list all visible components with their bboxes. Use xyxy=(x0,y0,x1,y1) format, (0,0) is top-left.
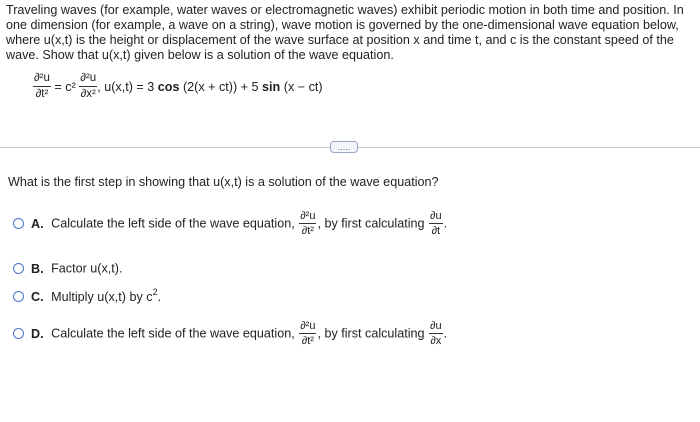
fraction-denominator: ∂t² xyxy=(301,335,314,347)
fraction-numerator: ∂²u xyxy=(300,210,316,222)
option-d[interactable] xyxy=(13,320,447,347)
question-text: What is the first step in showing that u(x,t) is a solution of the wave equation? xyxy=(8,175,439,189)
fraction-denominator: ∂x xyxy=(430,335,442,347)
expand-more-button[interactable]: ..... xyxy=(330,141,358,153)
option-text-after: . xyxy=(157,289,162,304)
option-letter: D. xyxy=(31,326,44,341)
solution-function xyxy=(104,80,322,94)
option-text: Multiply u(x,t) by c xyxy=(51,289,153,304)
rhs-numerator: ∂²u xyxy=(79,72,97,87)
option-fraction-2 xyxy=(429,210,443,237)
sin-argument: (x − ct) xyxy=(280,79,323,94)
option-a[interactable] xyxy=(13,210,447,237)
radio-icon[interactable] xyxy=(13,291,24,302)
option-fraction-1 xyxy=(299,320,316,347)
option-c[interactable] xyxy=(13,287,161,304)
fraction-numerator: ∂u xyxy=(430,320,442,332)
radio-icon[interactable] xyxy=(13,263,24,274)
lhs-numerator: ∂²u xyxy=(33,72,51,87)
option-text-before: Calculate the left side of the wave equation, xyxy=(51,326,295,341)
radio-icon[interactable] xyxy=(13,328,24,339)
option-fraction-1 xyxy=(299,210,316,237)
option-text-middle: , by first calculating xyxy=(317,216,425,231)
radio-icon[interactable] xyxy=(13,218,24,229)
option-text-after: . xyxy=(443,326,448,341)
rhs-fraction xyxy=(79,72,97,101)
option-letter: B. xyxy=(31,261,44,276)
sin-term: sin xyxy=(262,79,281,94)
equals-c-squared: = c² xyxy=(54,79,76,94)
rhs-denominator: ∂x² xyxy=(80,88,96,100)
option-fraction-2 xyxy=(429,320,443,347)
option-letter: A. xyxy=(31,216,44,231)
solution-prefix: u(x,t) = 3 xyxy=(104,79,158,94)
option-text: Factor u(x,t). xyxy=(51,261,123,276)
option-text-middle: , by first calculating xyxy=(317,326,425,341)
option-b[interactable] xyxy=(13,261,122,276)
fraction-denominator: ∂t xyxy=(431,225,441,237)
option-superscript: 2 xyxy=(152,287,158,297)
cos-term: cos xyxy=(157,79,180,94)
option-letter: C. xyxy=(31,289,44,304)
problem-intro: Traveling waves (for example, water waves or electromagnetic waves) exhibit periodic motion in both time and position. In one dimension (for example, a wave on a string), wave motion is governed by the one-dimensional wave equation below, where u(x,t) is the height or displacement of the wave surface at position x and time t, and c is the constant speed of the wave. Show that u(x,t) given below is a solution of the wave equation. xyxy=(6,3,684,62)
lhs-denominator: ∂t² xyxy=(35,88,49,100)
fraction-numerator: ∂²u xyxy=(300,320,316,332)
fraction-numerator: ∂u xyxy=(430,210,442,222)
option-text-before: Calculate the left side of the wave equation, xyxy=(51,216,295,231)
lhs-fraction xyxy=(33,72,51,101)
cos-argument: (2(x + ct)) + 5 xyxy=(179,79,263,94)
fraction-denominator: ∂t² xyxy=(301,225,314,237)
equation-comma: , xyxy=(97,79,101,94)
option-text-after: . xyxy=(443,216,448,231)
wave-equation xyxy=(33,72,323,101)
